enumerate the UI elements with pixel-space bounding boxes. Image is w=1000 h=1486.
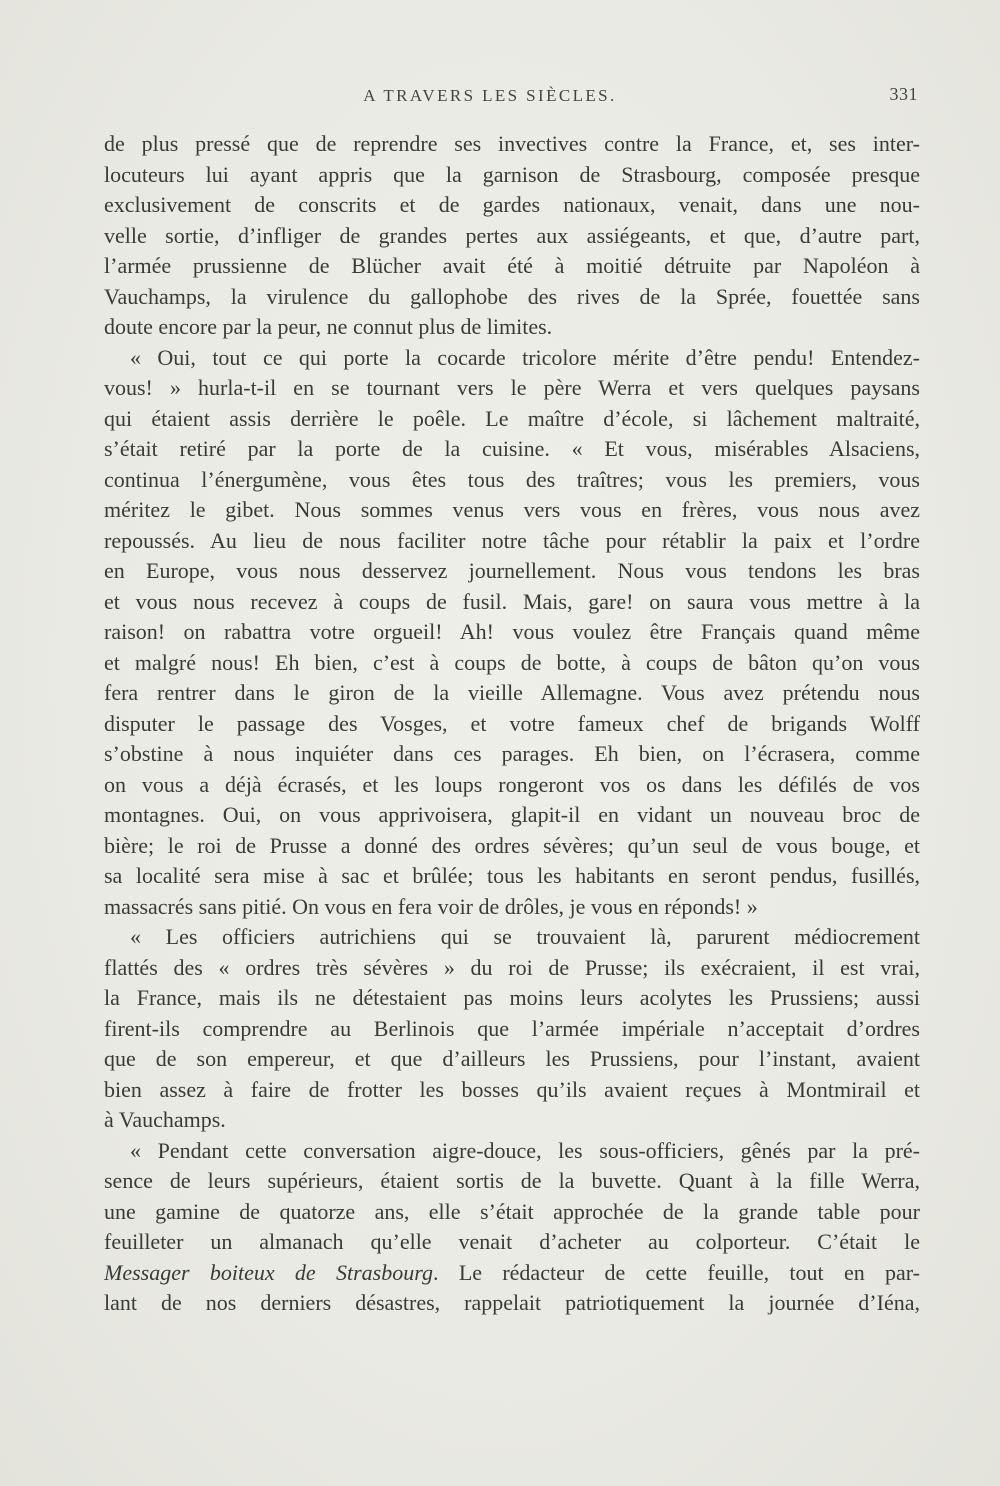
text-line: vous! » hurla-t-il en se tournant vers le père Werra et vers quelques paysans	[104, 375, 920, 400]
text-line: lant de nos derniers désastres, rappelait patriotiquement la journée d’Iéna,	[104, 1290, 920, 1315]
running-head	[0, 86, 1000, 116]
text-line: massacrés sans pitié. On vous en fera voir de drôles, je vous en réponds! »	[104, 893, 758, 919]
text-line: de plus pressé que de reprendre ses invectives contre la France, et, ses inter-	[104, 131, 920, 156]
text-line: sence de leurs supérieurs, étaient sortis de la buvette. Quant à la fille Werra,	[104, 1168, 920, 1193]
text-line: fera rentrer dans le giron de la vieille Allemagne. Vous avez prétendu nous	[104, 680, 920, 705]
text-line: feuilleter un almanach qu’elle venait d’acheter au colporteur. C’était le	[104, 1229, 920, 1254]
text-line: et vous nous recevez à coups de fusil. Mais, gare! on saura vous mettre à la	[104, 588, 920, 614]
page-number: 331	[889, 84, 918, 104]
text-line: sa localité sera mise à sac et brûlée; tous les habitants en seront pendus, fusillés,	[104, 863, 920, 888]
text-line: que de son empereur, et que d’ailleurs les Prussiens, pour l’instant, avaient	[104, 1046, 920, 1071]
text-line: raison! on rabattra votre orgueil! Ah! vous voulez être Français quand même	[104, 619, 920, 644]
text-line: s’était retiré par la porte de la cuisine. « Et vous, misérables Alsaciens,	[104, 436, 920, 461]
text-line: velle sortie, d’infliger de grandes pertes aux assiégeants, et que, d’autre part,	[104, 222, 920, 248]
running-title: A TRAVERS LES SIÈCLES.	[363, 86, 617, 105]
text-line: bien assez à faire de frotter les bosses qu’ils avaient reçues à Montmirail et	[104, 1076, 920, 1102]
text-line: et malgré nous! Eh bien, c’est à coups de botte, à coups de bâton qu’on vous	[104, 649, 920, 675]
text-line: « Pendant cette conversation aigre-douce, les sous-officiers, gênés par la pré-	[130, 1137, 920, 1163]
line-continuation: . Le rédacteur de cette feuille, tout en par-	[433, 1259, 920, 1285]
text-line: la France, mais ils ne détestaient pas moins leurs acolytes les Prussiens; aussi	[104, 985, 920, 1010]
text-line: firent-ils comprendre au Berlinois que l’armée impériale n’acceptait d’ordres	[104, 1015, 920, 1041]
text-line: « Les officiers autrichiens qui se trouvaient là, parurent médiocrement	[130, 924, 920, 949]
text-line: disputer le passage des Vosges, et votre fameux chef de brigands Wolff	[104, 710, 920, 736]
text-line	[104, 1258, 920, 1289]
text-line: bière; le roi de Prusse a donné des ordres sévères; qu’un seul de vous bouge, et	[104, 832, 920, 858]
text-line: exclusivement de conscrits et de gardes nationaux, venait, dans une nou-	[104, 192, 920, 217]
text-line: en Europe, vous nous desservez journellement. Nous vous tendons les bras	[104, 558, 920, 583]
text-line: à Vauchamps.	[104, 1107, 226, 1132]
text-line: s’obstine à nous inquiéter dans ces parages. Eh bien, on l’écrasera, comme	[104, 741, 920, 766]
text-line: méritez le gibet. Nous sommes venus vers vous en frères, vous nous avez	[104, 497, 920, 522]
text-line: flattés des « ordres très sévères » du roi de Prusse; ils exécraient, il est vrai,	[104, 954, 920, 980]
text-line: une gamine de quatorze ans, elle s’était approchée de la grande table pour	[104, 1198, 920, 1224]
text-line: « Oui, tout ce qui porte la cocarde tricolore mérite d’être pendu! Entendez-	[130, 344, 920, 370]
italic-title: Messager boiteux de Strasbourg	[104, 1259, 433, 1285]
text-line: continua l’énergumène, vous êtes tous des traîtres; vous les premiers, vous	[104, 466, 920, 492]
text-line: locuteurs lui ayant appris que la garnison de Strasbourg, composée presque	[104, 161, 920, 187]
text-line: montagnes. Oui, on vous apprivoisera, glapit-il en vidant un nouveau broc de	[104, 802, 920, 827]
text-line: qui étaient assis derrière le poêle. Le maître d’école, si lâchement maltraité,	[104, 405, 920, 431]
text-line: doute encore par la peur, ne connut plus de limites.	[104, 314, 553, 339]
text-line: l’armée prussienne de Blücher avait été à moitié détruite par Napoléon à	[104, 253, 920, 278]
body-text	[104, 129, 920, 1319]
text-line: on vous a déjà écrasés, et les loups rongeront vos os dans les défilés de vos	[104, 771, 920, 797]
text-line: Vauchamps, la virulence du gallophobe des rives de la Sprée, fouettée sans	[104, 283, 920, 309]
text-line: repoussés. Au lieu de nous faciliter notre tâche pour rétablir la paix et l’ordre	[104, 527, 920, 553]
